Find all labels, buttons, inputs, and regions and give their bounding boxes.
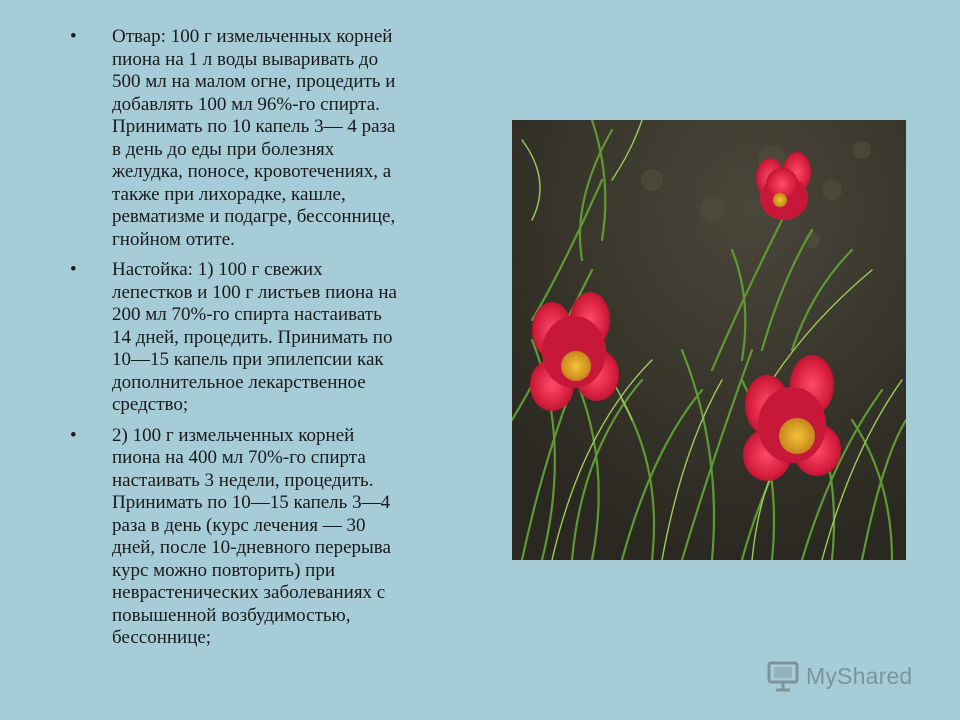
presentation-board-icon (766, 659, 800, 693)
watermark-brand: MyShared (806, 662, 913, 689)
bullet-text: Настойка: 1) 100 г свежих лепестков и 100 г листьев пиона на 200 мл 70%-го спирта настаивать 14 дней, процедить. Принимать по 10—15 капель при эпилепсии как дополнительное лекарственное средство; (112, 259, 397, 415)
bullet-list (70, 26, 480, 658)
bullet-tincture-2 (70, 425, 480, 650)
bullet-marker: • (70, 26, 77, 47)
bullet-tincture-1 (70, 259, 480, 417)
peony-illustration (512, 120, 906, 560)
bullet-text: 2) 100 г измельченных корней пиона на 400 мл 70%-го спирта настаивать 3 недели, процедить. Принимать по 10—15 капель 3—4 раза в день (курс лечения — 30 дней, после 10-дневного перерыва курс можно повторить) при неврастенических заболеваниях с повышенной возбудимостью, бессоннице; (112, 424, 391, 648)
bullet-text: Отвар: 100 г измельченных корней пиона на 1 л воды вываривать до 500 мл на малом огне, процедить и добавлять 100 мл 96%-го спирта. Принимать по 10 капель 3— 4 раза в день до еды при болезнях желудка, поносе, кровотечениях, а также при лихорадке, кашле, ревматизме и подагре, бессоннице, гнойном отите. (112, 26, 396, 250)
bullet-decoction (70, 26, 480, 251)
watermark (766, 656, 912, 696)
bullet-marker: • (70, 259, 77, 280)
bullet-marker: • (70, 424, 77, 446)
peony-photo (512, 120, 906, 560)
